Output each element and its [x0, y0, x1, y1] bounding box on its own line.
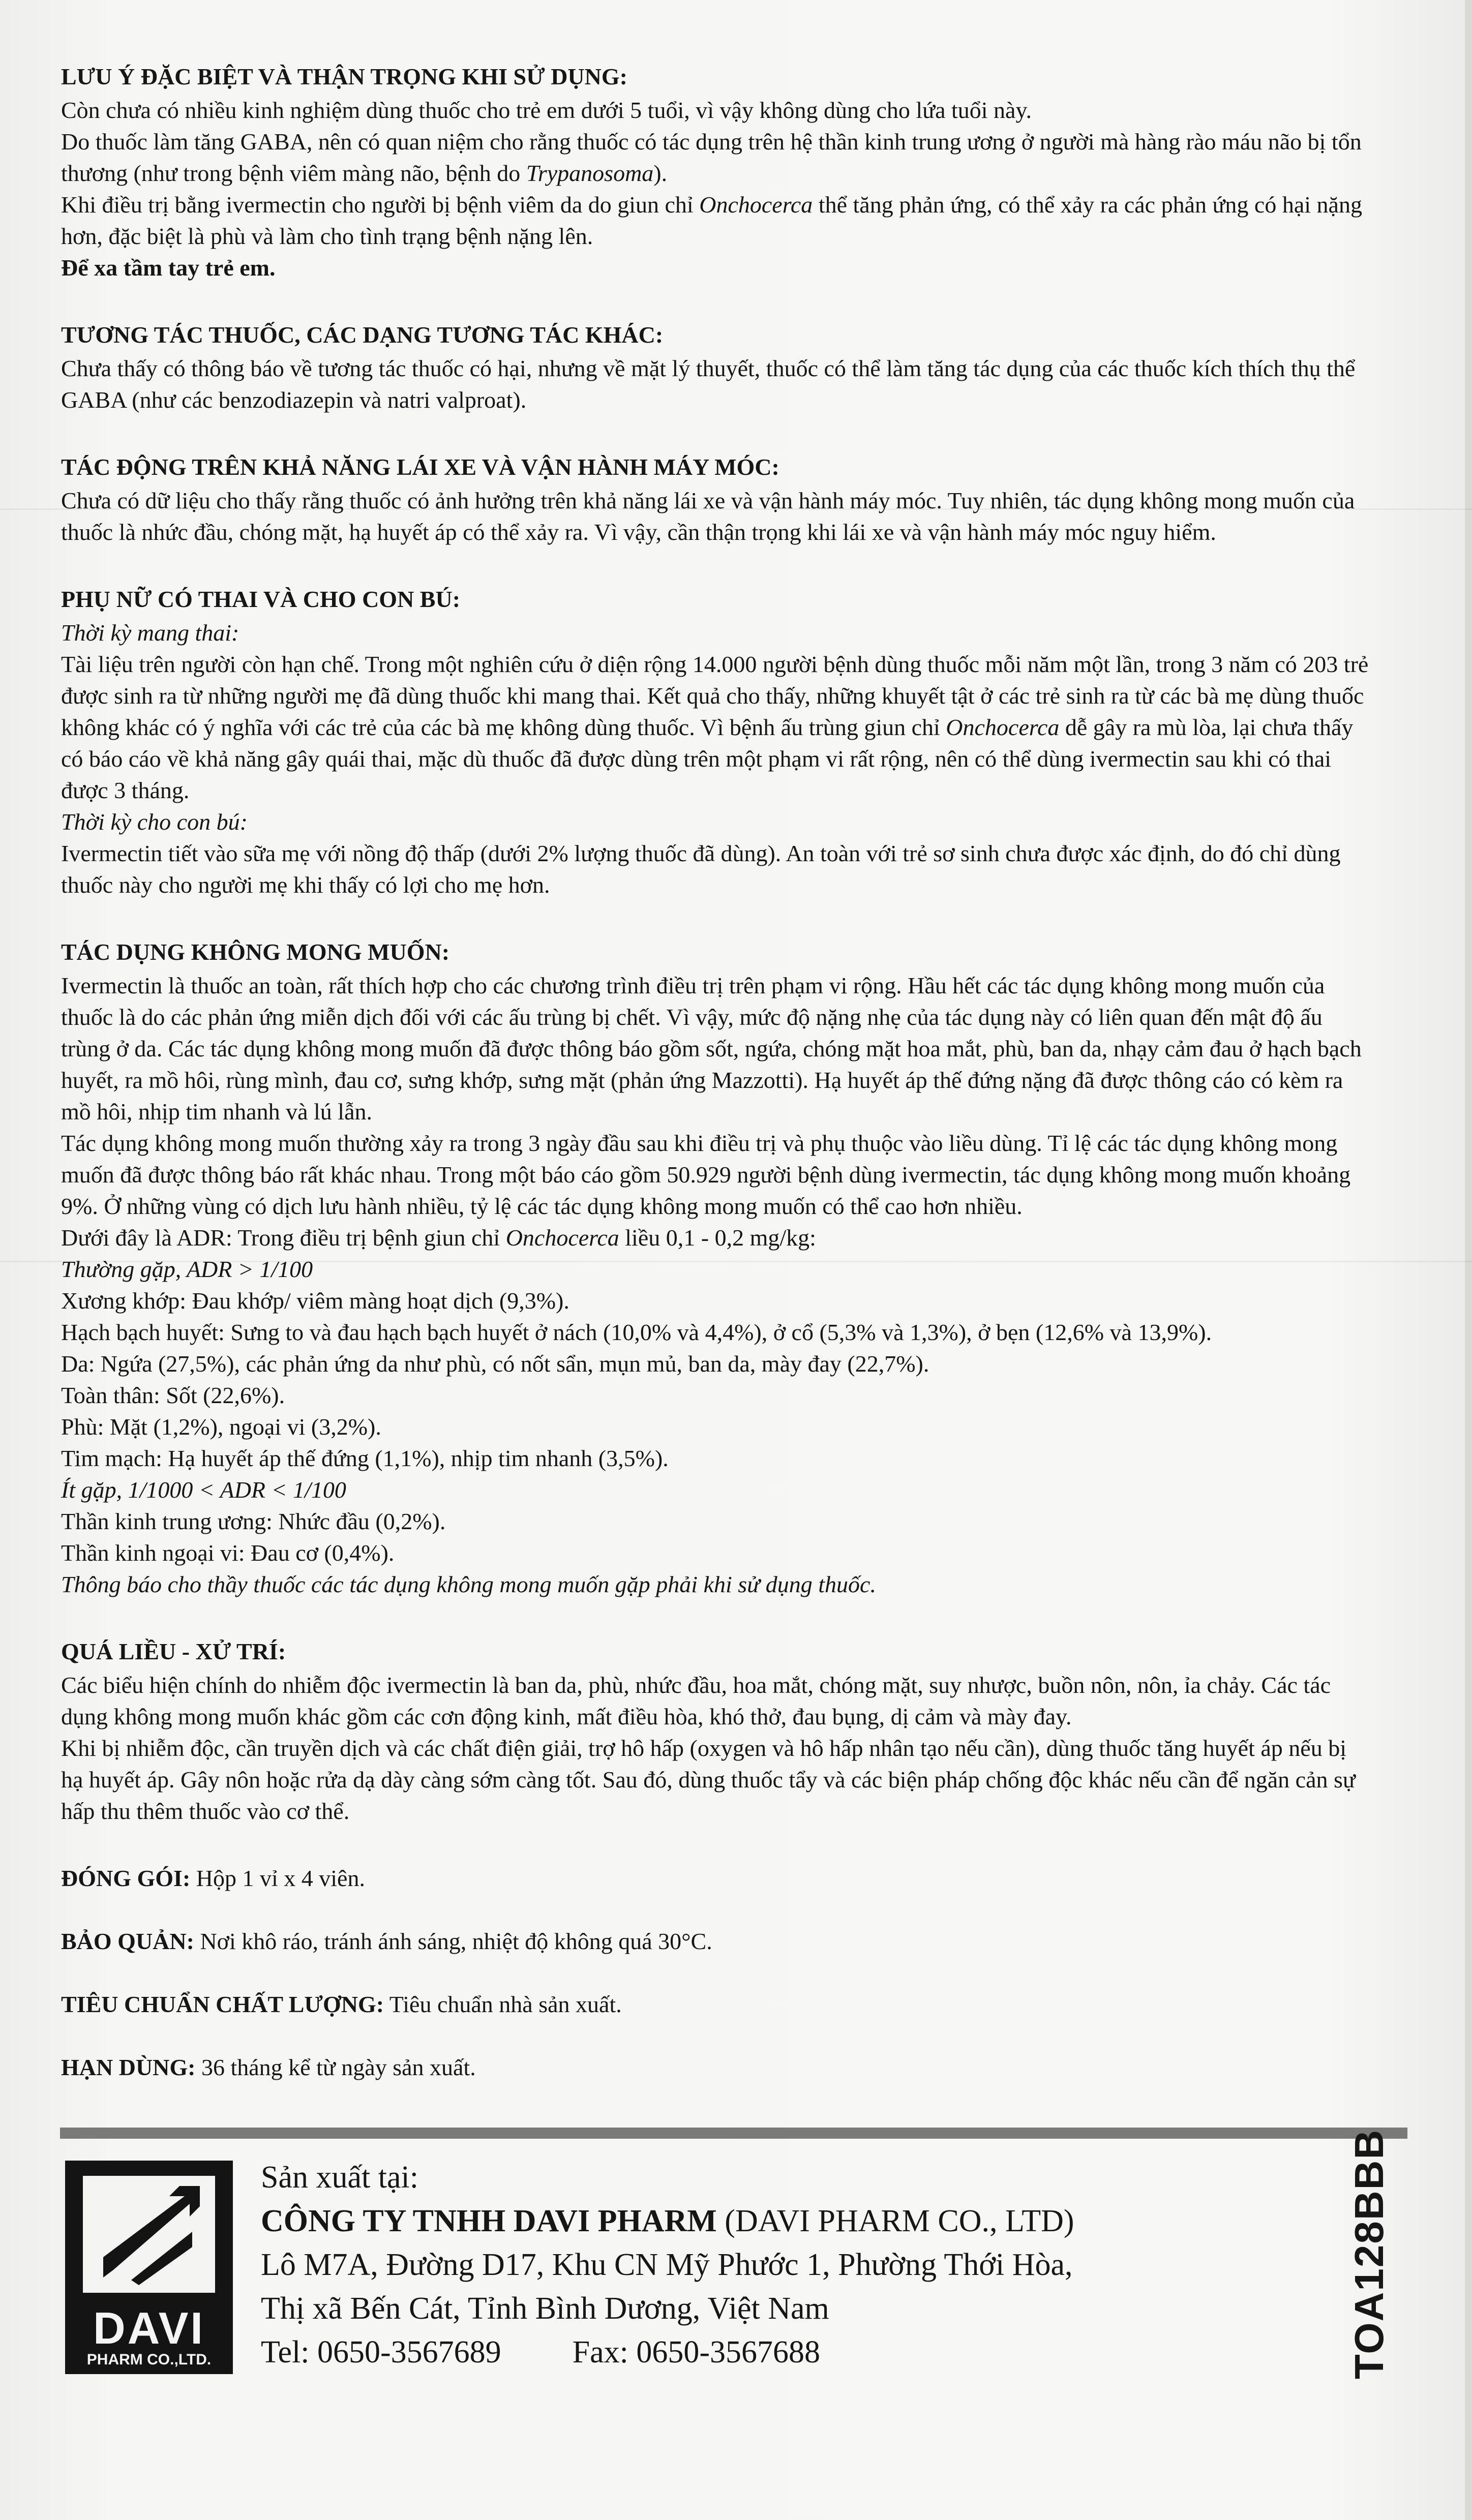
- section-overdose: [61, 1636, 1373, 1827]
- paragraph: Ivermectin tiết vào sữa mẹ với nồng độ thấp (dưới 2% lượng thuốc đã dùng). An toàn với trẻ sơ sinh chưa được xác định, do đó chỉ dùng thuốc này cho người mẹ khi thấy có lợi cho mẹ hơn.: [61, 840, 1341, 898]
- paragraph: [61, 649, 1373, 806]
- company-line: [261, 2199, 1227, 2243]
- fax: Fax: 0650-3567688: [572, 2335, 821, 2370]
- standard-value: Tiêu chuẩn nhà sản xuất.: [384, 1991, 622, 2017]
- expiry-label: HẠN DÙNG:: [61, 2054, 196, 2080]
- paragraph: Còn chưa có nhiều kinh nghiệm dùng thuốc cho trẻ em dưới 5 tuổi, vì vậy không dùng cho lứa tuổi này.: [61, 97, 1032, 123]
- address-line: Thị xã Bến Cát, Tỉnh Bình Dương, Việt Nam: [261, 2291, 829, 2326]
- packaging-value: Hộp 1 vỉ x 4 viên.: [190, 1865, 365, 1891]
- expiry-line: [61, 2052, 1373, 2083]
- adr-item: Tim mạch: Hạ huyết áp thế đứng (1,1%), nhịp tim nhanh (3,5%).: [61, 1445, 669, 1471]
- text-run: thể tăng phản ứng, có thể xảy ra các phản ứng có hại nặng hơn, đặc biệt là phù và làm cho tình trạng bệnh nặng lên.: [61, 192, 1362, 249]
- text-run: liều 0,1 - 0,2 mg/kg:: [619, 1225, 816, 1251]
- logo-name: DAVI: [93, 2303, 205, 2353]
- contact-line: [261, 2330, 1227, 2374]
- section-driving: [61, 451, 1373, 548]
- text-run: Do thuốc làm tăng GABA, nên có quan niệm cho rằng thuốc có tác dụng trên hệ thần kinh trung ương ở người mà hàng rào máu não bị tổn thương (như trong bệnh viêm màng não, bệnh do: [61, 129, 1362, 186]
- leaflet-text: [61, 61, 1373, 2115]
- italic-term: Trypanosoma: [526, 160, 654, 186]
- heading-driving: TÁC ĐỘNG TRÊN KHẢ NĂNG LÁI XE VÀ VẬN HÀNH MÁY MÓC:: [61, 454, 779, 480]
- adr-item: Toàn thân: Sốt (22,6%).: [61, 1382, 285, 1408]
- subheading-breastfeeding: Thời kỳ cho con bú:: [61, 809, 248, 835]
- text-run: Tài liệu trên người còn hạn chế. Trong một nghiên cứu ở diện rộng 14.000 người bệnh dùng thuốc mỗi năm một lần, trong 3 năm có 203 trẻ được sinh ra từ những người mẹ đã dùng thuốc khi mang thai. Kết quả cho thấy, những khuyết tật ở các trẻ sinh ra từ các bà mẹ dùng thuốc không khác có ý nghĩa với các trẻ của các bà mẹ không dùng thuốc. Vì bệnh ấu trùng giun chỉ: [61, 651, 1369, 740]
- italic-term: Onchocerca: [946, 714, 1060, 740]
- adr-common-label: Thường gặp, ADR > 1/100: [61, 1256, 313, 1282]
- footer-divider: [60, 2128, 1407, 2139]
- logo-arrow-icon: [83, 2176, 215, 2293]
- company-name-en: (DAVI PHARM CO., LTD): [716, 2204, 1074, 2238]
- paragraph: Chưa thấy có thông báo về tương tác thuốc có hại, nhưng về mặt lý thuyết, thuốc có thể làm tăng tác dụng của các thuốc kích thích thụ thể GABA (như các benzodiazepin và natri valproat).: [61, 355, 1356, 413]
- adr-item: Hạch bạch huyết: Sưng to và đau hạch bạch huyết ở nách (10,0% và 4,4%), ở cổ (5,3% và 1,3%), ở bẹn (12,6% và 13,9%).: [61, 1319, 1212, 1345]
- packaging-line: [61, 1863, 1373, 1894]
- subheading-pregnancy: Thời kỳ mang thai:: [61, 620, 239, 646]
- manufacturer-footer: [60, 2129, 1407, 2384]
- logo-sub: PHARM CO.,LTD.: [86, 2351, 212, 2368]
- made-at-label: Sản xuất tại:: [261, 2160, 418, 2195]
- section-interactions: [61, 319, 1373, 416]
- section-pregnancy: [61, 584, 1373, 901]
- italic-term: Onchocerca: [505, 1225, 619, 1251]
- paragraph: Tác dụng không mong muốn thường xảy ra trong 3 ngày đầu sau khi điều trị và phụ thuộc vào liều dùng. Tỉ lệ các tác dụng không mong muốn đã được thông báo rất khác nhau. Trong một báo cáo gồm 50.929 người bệnh dùng ivermectin, tác dụng không mong muốn khoảng 9%. Ở những vùng có dịch lưu hành nhiều, tỷ lệ các tác dụng không mong muốn có thể cao hơn nhiều.: [61, 1130, 1351, 1219]
- child-warning: Để xa tầm tay trẻ em.: [61, 255, 276, 281]
- text-run: ).: [653, 160, 668, 186]
- paragraph: Khi bị nhiễm độc, cần truyền dịch và các chất điện giải, trợ hô hấp (oxygen và hô hấp nhân tạo nếu cần), dùng thuốc tăng huyết áp nếu bị hạ huyết áp. Gây nôn hoặc rửa dạ dày càng sớm càng tốt. Sau đó, dùng thuốc tẩy và các biện pháp chống độc khác nếu cần để ngăn cản sự hấp thu thêm thuốc vào cơ thể.: [61, 1735, 1356, 1824]
- adr-intro: [61, 1222, 1373, 1254]
- manufacturer-address: [261, 2155, 1227, 2374]
- standard-line: [61, 1989, 1373, 2020]
- paragraph: [61, 126, 1373, 189]
- section-adverse-effects: [61, 936, 1373, 1600]
- expiry-value: 36 tháng kể từ ngày sản xuất.: [195, 2054, 476, 2080]
- adr-item: Da: Ngứa (27,5%), các phản ứng da như phù, có nốt sẩn, mụn mủ, ban da, mày đay (22,7%).: [61, 1351, 929, 1377]
- adr-note: Thông báo cho thầy thuốc các tác dụng không mong muốn gặp phải khi sử dụng thuốc.: [61, 1571, 876, 1597]
- heading-adverse-effects: TÁC DỤNG KHÔNG MONG MUỐN:: [61, 939, 450, 965]
- italic-term: Onchocerca: [699, 192, 813, 218]
- paragraph: Chưa có dữ liệu cho thấy rằng thuốc có ảnh hưởng trên khả năng lái xe và vận hành máy móc. Tuy nhiên, tác dụng không mong muốn của thuốc là nhức đầu, chóng mặt, hạ huyết áp có thể xảy ra. Vì vậy, cần thận trọng khi lái xe và vận hành máy móc nguy hiểm.: [61, 488, 1355, 545]
- adr-rare-label: Ít gặp, 1/1000 < ADR < 1/100: [61, 1477, 346, 1503]
- storage-line: [61, 1926, 1373, 1957]
- paragraph: Ivermectin là thuốc an toàn, rất thích hợp cho các chương trình điều trị trên phạm vi rộng. Hầu hết các tác dụng không mong muốn của thuốc là do các phản ứng miễn dịch đối với các ấu trùng bị chết. Vì vậy, mức độ nặng nhẹ của tác dụng này có liên quan đến mật độ ấu trùng ở da. Các tác dụng không mong muốn đã được thông báo gồm sốt, ngứa, chóng mặt hoa mắt, phù, ban da, nhạy cảm đau ở hạch bạch huyết, ra mồ hôi, rùng mình, đau cơ, sưng khớp, sưng mặt (phản ứng Mazzotti). Hạ huyết áp thế đứng nặng đã được thông cáo có kèm ra mồ hôi, nhịp tim nhanh và lú lẫn.: [61, 973, 1362, 1125]
- company-name: CÔNG TY TNHH DAVI PHARM: [261, 2204, 717, 2238]
- text-run: Khi điều trị bằng ivermectin cho người bị bệnh viêm da do giun chỉ: [61, 192, 700, 218]
- heading-pregnancy: PHỤ NỮ CÓ THAI VÀ CHO CON BÚ:: [61, 586, 461, 612]
- leaflet-code: TOA128BBB: [1346, 2129, 1392, 2379]
- packaging-label: ĐÓNG GÓI:: [61, 1865, 191, 1891]
- standard-label: TIÊU CHUẨN CHẤT LƯỢNG:: [61, 1991, 384, 2017]
- scan-edge: [1465, 0, 1472, 2520]
- davi-pharm-logo: [65, 2161, 233, 2374]
- heading-interactions: TƯƠNG TÁC THUỐC, CÁC DẠNG TƯƠNG TÁC KHÁC:: [61, 322, 664, 348]
- adr-item: Thần kinh ngoại vi: Đau cơ (0,4%).: [61, 1540, 395, 1566]
- text-run: Dưới đây là ADR: Trong điều trị bệnh giun chỉ: [61, 1225, 506, 1251]
- section-warnings: [61, 61, 1373, 284]
- adr-item: Thần kinh trung ương: Nhức đầu (0,2%).: [61, 1508, 446, 1534]
- heading-warnings: LƯU Ý ĐẶC BIỆT VÀ THẬN TRỌNG KHI SỬ DỤNG:: [61, 64, 627, 89]
- text-run: dễ gây ra mù lòa, lại chưa thấy có báo cáo về khả năng gây quái thai, mặc dù thuốc đã được dùng trên một phạm vi rất rộng, nên có thể dùng ivermectin sau khi có thai được 3 tháng.: [61, 714, 1354, 803]
- storage-value: Nơi khô ráo, tránh ánh sáng, nhiệt độ không quá 30°C.: [194, 1928, 712, 1954]
- adr-item: Xương khớp: Đau khớp/ viêm màng hoạt dịch (9,3%).: [61, 1288, 569, 1314]
- storage-label: BẢO QUẢN:: [61, 1928, 194, 1954]
- tel: Tel: 0650-3567689: [261, 2335, 501, 2370]
- heading-overdose: QUÁ LIỀU - XỬ TRÍ:: [61, 1638, 286, 1664]
- address-line: Lô M7A, Đường D17, Khu CN Mỹ Phước 1, Phường Thới Hòa,: [261, 2248, 1073, 2282]
- paragraph: [61, 189, 1373, 252]
- paragraph: Các biểu hiện chính do nhiễm độc ivermectin là ban da, phù, nhức đầu, hoa mắt, chóng mặt, suy nhược, buồn nôn, nôn, ỉa chảy. Các tác dụng không mong muốn khác gồm các cơn động kinh, mất điều hòa, khó thở, đau bụng, dị cảm và mày đay.: [61, 1672, 1331, 1729]
- adr-item: Phù: Mặt (1,2%), ngoại vi (3,2%).: [61, 1414, 381, 1440]
